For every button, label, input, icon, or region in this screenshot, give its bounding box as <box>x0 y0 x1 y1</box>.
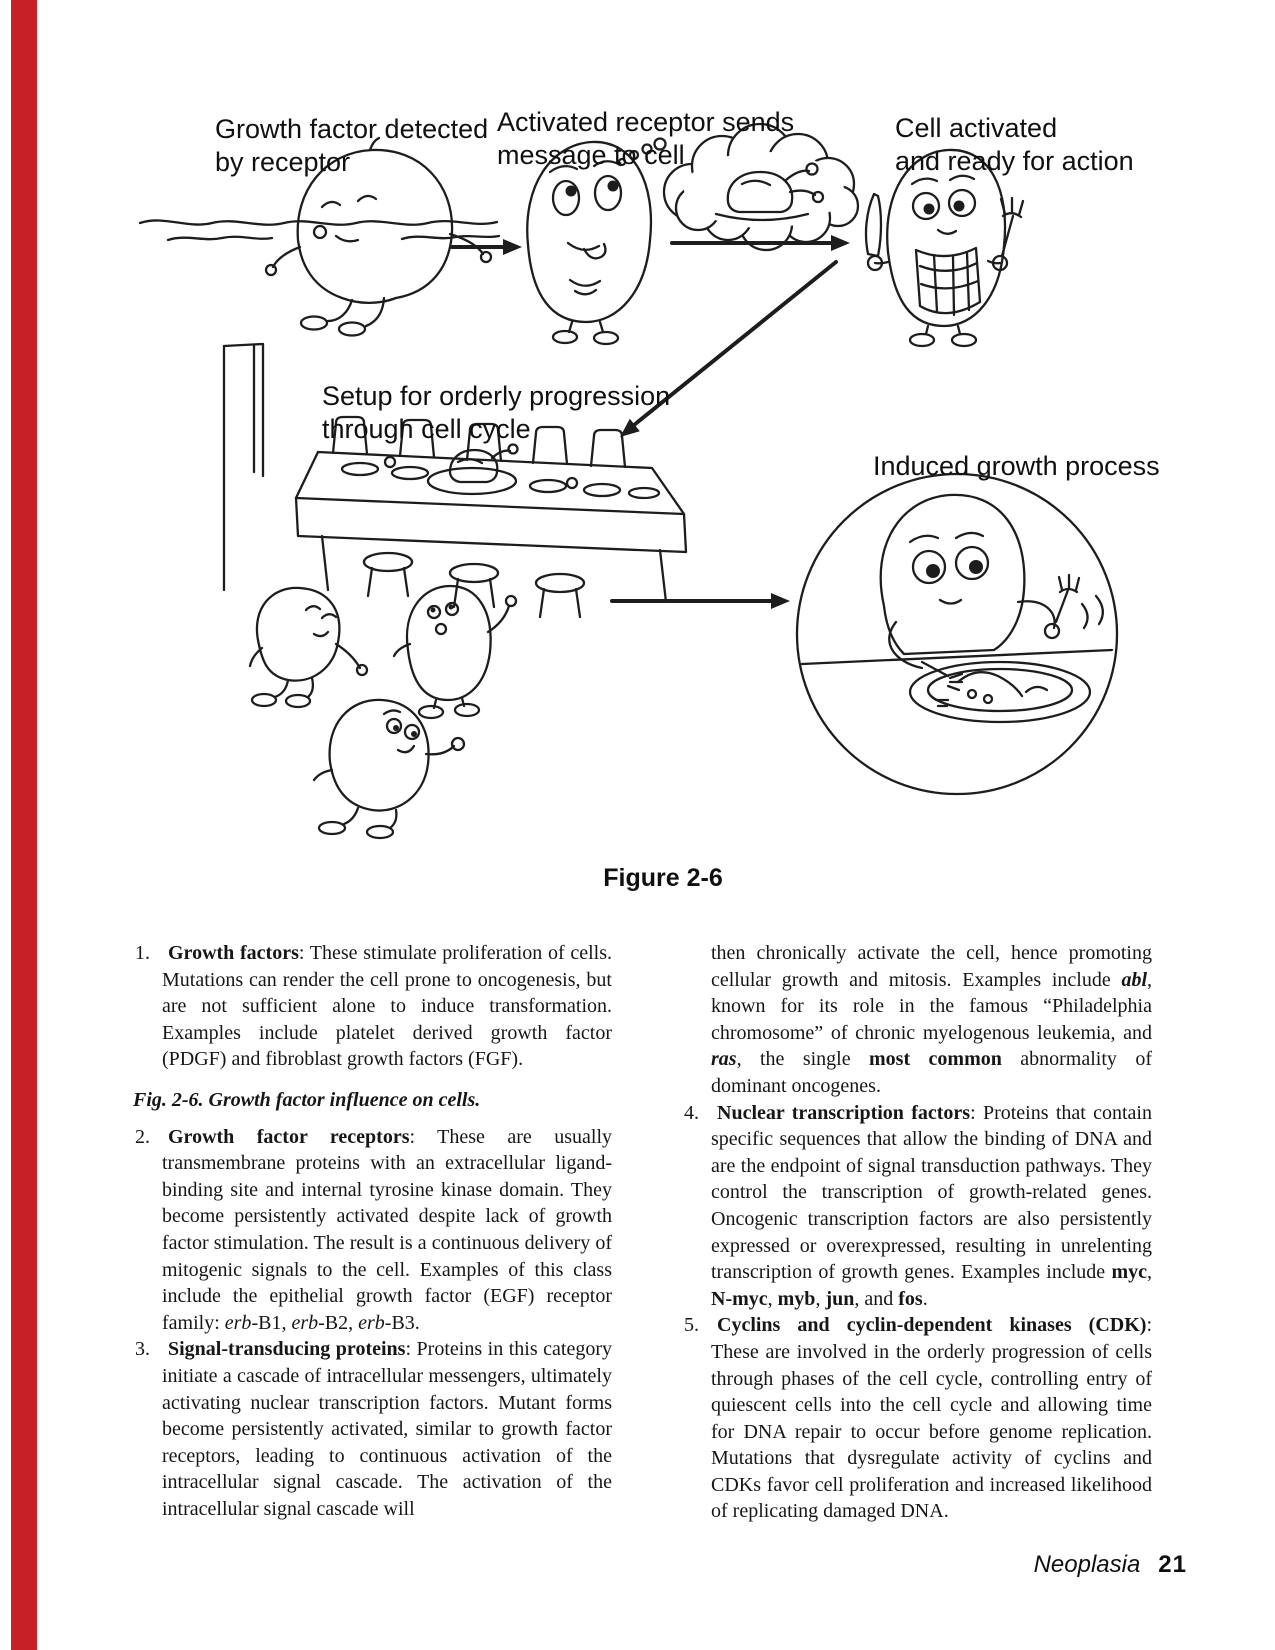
label-line: by receptor <box>215 147 351 177</box>
list-number: 1. <box>135 942 150 964</box>
list-item-text: Nuclear transcription factors: Proteins that contain specific sequences that allow the binding of DNA and are the endpoint of signal transduction pathways. They control the transcription of growth-related genes. Oncogenic transcription factors are also persistently expressed or overexpressed, resulting in unrelenting transcription of growth genes. Examples include myc, N-myc, myb, jun, and fos. <box>711 1101 1152 1310</box>
activated-receptor-label <box>497 106 794 172</box>
list-number: 4. <box>684 1101 699 1124</box>
room-corner <box>224 344 263 590</box>
right-column <box>682 940 1152 1525</box>
label-line: Cell activated <box>895 113 1058 143</box>
page-number: 21 <box>1158 1551 1187 1578</box>
label-line: Setup for orderly progression <box>322 381 671 411</box>
label-line: Activated receptor sends <box>497 107 795 137</box>
list-number: 2. <box>135 1125 150 1148</box>
label-line: through cell cycle <box>322 414 531 444</box>
cell-activated-label <box>895 112 1134 178</box>
induced-growth-label <box>873 450 1160 483</box>
activated-cell-cartoon <box>866 150 1023 346</box>
arrow-table-to-plate <box>612 593 790 609</box>
signaling-cell-cartoon <box>527 142 651 344</box>
page-footer <box>900 1551 1187 1579</box>
list-item-text: Growth factor receptors: These are usually transmembrane proteins with an extracellular ligand-binding site and internal tyrosine kinase domain. They become persistently activated despite lack of growth factor stimulation. The result is a continuous delivery of mitogenic signals to the cell. Examples of this class include the epithelial growth factor (EGF) receptor family: erb-B1, erb-B2, erb-B3. <box>162 1125 613 1334</box>
label-line: and ready for action <box>895 146 1134 176</box>
growth-factor-detected-label <box>215 113 488 179</box>
list-item-1-growth-factors <box>133 940 612 1073</box>
figure-caption: Figure 2-6 <box>603 864 723 892</box>
list-number: 3. <box>135 1338 150 1361</box>
figure-reference-line: Fig. 2-6. Growth factor influence on cells. <box>133 1088 481 1111</box>
walking-cells-cartoon <box>250 586 516 838</box>
list-item-text: Growth factors: These stimulate proliferation of cells. Mutations can render the cell prone to oncogenesis, but are not sufficient alone to induce transformation. Examples include platelet derived growth factor (PDGF) and fibroblast growth factors (FGF). <box>162 942 612 1071</box>
list-item-5-cyclins-cdk <box>682 1312 1152 1525</box>
induced-growth-plate-cartoon <box>797 474 1117 794</box>
list-item-3-signal-transducing-proteins <box>133 1336 612 1522</box>
label-line: Induced growth process <box>873 451 1160 481</box>
list-number: 5. <box>684 1314 699 1337</box>
label-line: message to cell <box>497 140 685 170</box>
left-column <box>133 940 612 1522</box>
setup-cell-cycle-label <box>322 380 670 446</box>
chapter-title: Neoplasia <box>1033 1551 1141 1578</box>
list-item-4-nuclear-transcription-factors <box>682 1100 1152 1313</box>
list-item-text: Signal-transducing proteins: Proteins in this category initiate a cascade of intracellular messengers, ultimately activating nuclear transcription factors. Mutant forms become persistently activated, similar to growth factor receptors, leading to continuous activation of the intracellular signal cascade. The activation of the intracellular signal cascade will <box>162 1338 613 1520</box>
list-item-text: Cyclins and cyclin-dependent kinases (CDK): These are involved in the orderly progression of cells through phases of the cell cycle, controlling entry of quiescent cells into the cell cycle and allowing time for DNA repair to occur before genome replication. Mutations that dysregulate activity of cyclins and CDKs favor cell proliferation and increased likelihood of replicating damaged DNA. <box>711 1314 1152 1523</box>
list-item-2-growth-factor-receptors <box>133 1124 612 1337</box>
item-3-continuation-paragraph: then chronically activate the cell, hence promoting cellular growth and mitosis. Examples include abl, known for its role in the famous “Philadelphia chromosome” of chronic myelogenous leukemia, and ras, the single most common abnormality of dominant oncogenes. <box>711 942 1152 1097</box>
banquet-table <box>296 417 686 617</box>
label-line: Growth factor detected <box>215 114 489 144</box>
